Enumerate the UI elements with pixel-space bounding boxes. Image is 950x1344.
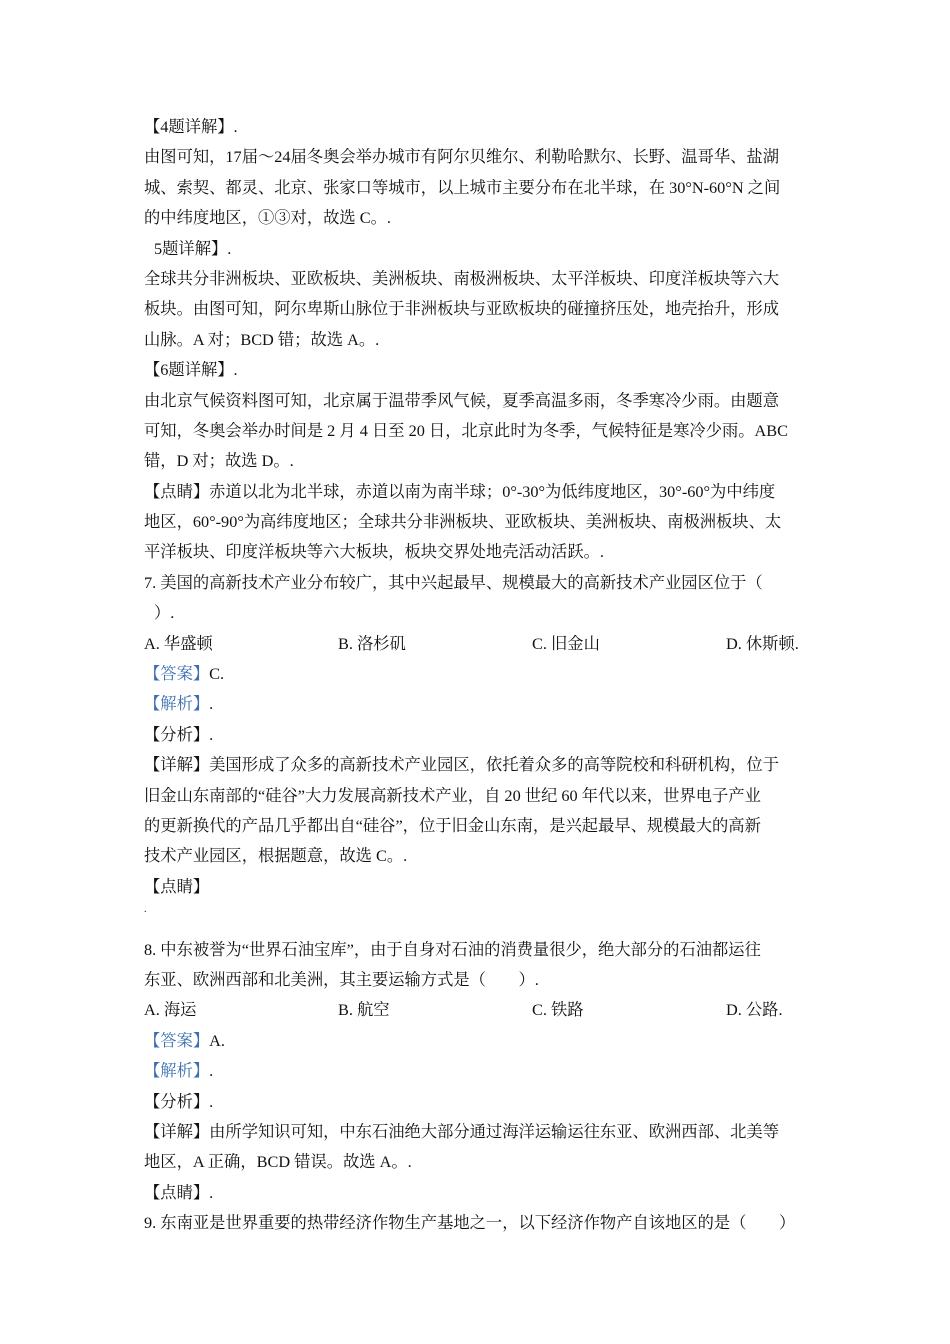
q4-detail-line-1: 由图可知，17届～24届冬奥会举办城市有阿尔贝维尔、利勒哈默尔、长野、温哥华、盐湖 bbox=[144, 147, 779, 167]
q8-stem-line-1: 8. 中东被誉为“世界石油宝库”，由于自身对石油的消费量很少，绝大部分的石油都运往 bbox=[144, 939, 761, 959]
q7-detail-line-3: 的更新换代的产品几乎都出自“硅谷”，位于旧金山东南，是兴起最早、规模最大的高新 bbox=[144, 815, 761, 835]
q8-detail-line-1: 【详解】由所学知识可知，中东石油绝大部分通过海洋运输运往东亚、欧洲西部、北美等 bbox=[144, 1121, 779, 1141]
q8-tip: 【点睛】. bbox=[144, 1182, 214, 1202]
q8-stem-line-2: 东亚、欧洲西部和北美洲，其主要运输方式是（ ）. bbox=[144, 969, 539, 989]
q8-answer-label: 【答案】 bbox=[144, 1030, 210, 1050]
q7-options bbox=[144, 629, 808, 659]
q5-detail-header: 5题详解】. bbox=[154, 238, 232, 258]
q8-options bbox=[144, 995, 808, 1025]
q7-detail-line-1: 【详解】美国形成了众多的高新技术产业园区，依托着众多的高等院校和科研机构，位于 bbox=[144, 755, 779, 775]
tip-line-1: 【点睛】赤道以北为北半球，赤道以南为南半球；0°-30°为低纬度地区，30°-60°为中纬度 bbox=[144, 481, 776, 501]
q7-tip-mark: . bbox=[144, 904, 147, 916]
q8-option-c: C. 铁路 bbox=[532, 1000, 584, 1020]
q6-detail-line-1: 由北京气候资料图可知，北京属于温带季风气候，夏季高温多雨，冬季寒冷少雨。由题意 bbox=[144, 390, 779, 410]
q7-analysis-label: 【解析】 bbox=[144, 694, 210, 714]
q7-stem-line-2: ）. bbox=[154, 603, 175, 623]
q6-detail-line-2: 可知，冬奥会举办时间是 2 月 4 日至 20 日，北京此时为冬季，气候特征是寒冷少雨。ABC bbox=[144, 420, 789, 440]
q7-stem-line-1: 7. 美国的高新技术产业分布较广，其中兴起最早、规模最大的高新技术产业园区位于（ bbox=[144, 572, 763, 592]
q7-tip: 【点睛】 bbox=[144, 876, 210, 896]
q6-detail-line-3: 错，D 对；故选 D。. bbox=[144, 451, 294, 471]
q7-detail-line-2: 旧金山东南部的“硅谷”大力发展高新技术产业，自 20 世纪 60 年代以来，世界电子产业 bbox=[144, 785, 761, 805]
q8-answer-value: A. bbox=[209, 1030, 225, 1050]
tip-line-3: 平洋板块、印度洋板块等六大板块，板块交界处地壳活动活跃。. bbox=[144, 542, 604, 562]
q8-analysis-label: 【解析】 bbox=[144, 1061, 210, 1081]
q8-option-b: B. 航空 bbox=[338, 1000, 390, 1020]
q8-analysis bbox=[144, 1056, 808, 1086]
q8-analysis-mark: . bbox=[209, 1061, 214, 1081]
q7-option-d: D. 休斯顿. bbox=[726, 633, 799, 653]
q7-answer bbox=[144, 659, 808, 689]
q6-detail-header: 【6题详解】. bbox=[144, 360, 238, 380]
q7-analysis-mark: . bbox=[209, 694, 214, 714]
q8-fenxi: 【分析】. bbox=[144, 1091, 214, 1111]
q5-detail-line-1: 全球共分非洲板块、亚欧板块、美洲板块、南极洲板块、太平洋板块、印度洋板块等六大 bbox=[144, 268, 779, 288]
q7-option-b: B. 洛杉矶 bbox=[338, 633, 406, 653]
document-page bbox=[144, 112, 808, 1238]
q9-stem: 9. 东南亚是世界重要的热带经济作物生产基地之一，以下经济作物产自该地区的是（ ） bbox=[144, 1213, 796, 1233]
q5-detail-line-3: 山脉。A 对；BCD 错；故选 A。. bbox=[144, 329, 380, 349]
q7-answer-value: C. bbox=[209, 664, 225, 684]
q8-option-a: A. 海运 bbox=[144, 1000, 197, 1020]
q7-fenxi: 【分析】. bbox=[144, 724, 214, 744]
q5-detail-line-2: 板块。由图可知，阿尔卑斯山脉位于非洲板块与亚欧板块的碰撞挤压处，地壳抬升，形成 bbox=[144, 299, 779, 319]
q7-answer-label: 【答案】 bbox=[144, 664, 210, 684]
tip-line-2: 地区，60°-90°为高纬度地区；全球共分非洲板块、亚欧板块、美洲板块、南极洲板块、太 bbox=[144, 512, 782, 532]
q4-detail-header: 【4题详解】. bbox=[144, 117, 238, 136]
q8-option-d: D. 公路. bbox=[726, 1000, 783, 1020]
q7-option-c: C. 旧金山 bbox=[532, 633, 600, 653]
q8-detail-line-2: 地区，A 正确，BCD 错误。故选 A。. bbox=[144, 1152, 412, 1172]
q4-detail-line-2: 城、索契、都灵、北京、张家口等城市，以上城市主要分布在北半球，在 30°N-60°N 之间 bbox=[144, 177, 781, 197]
q7-analysis bbox=[144, 689, 808, 719]
q7-detail-line-4: 技术产业园区，根据题意，故选 C。. bbox=[144, 846, 408, 866]
q8-answer bbox=[144, 1026, 808, 1056]
q4-detail-line-3: 的中纬度地区，①③对，故选 C。. bbox=[144, 208, 391, 228]
q7-option-a: A. 华盛顿 bbox=[144, 633, 213, 653]
